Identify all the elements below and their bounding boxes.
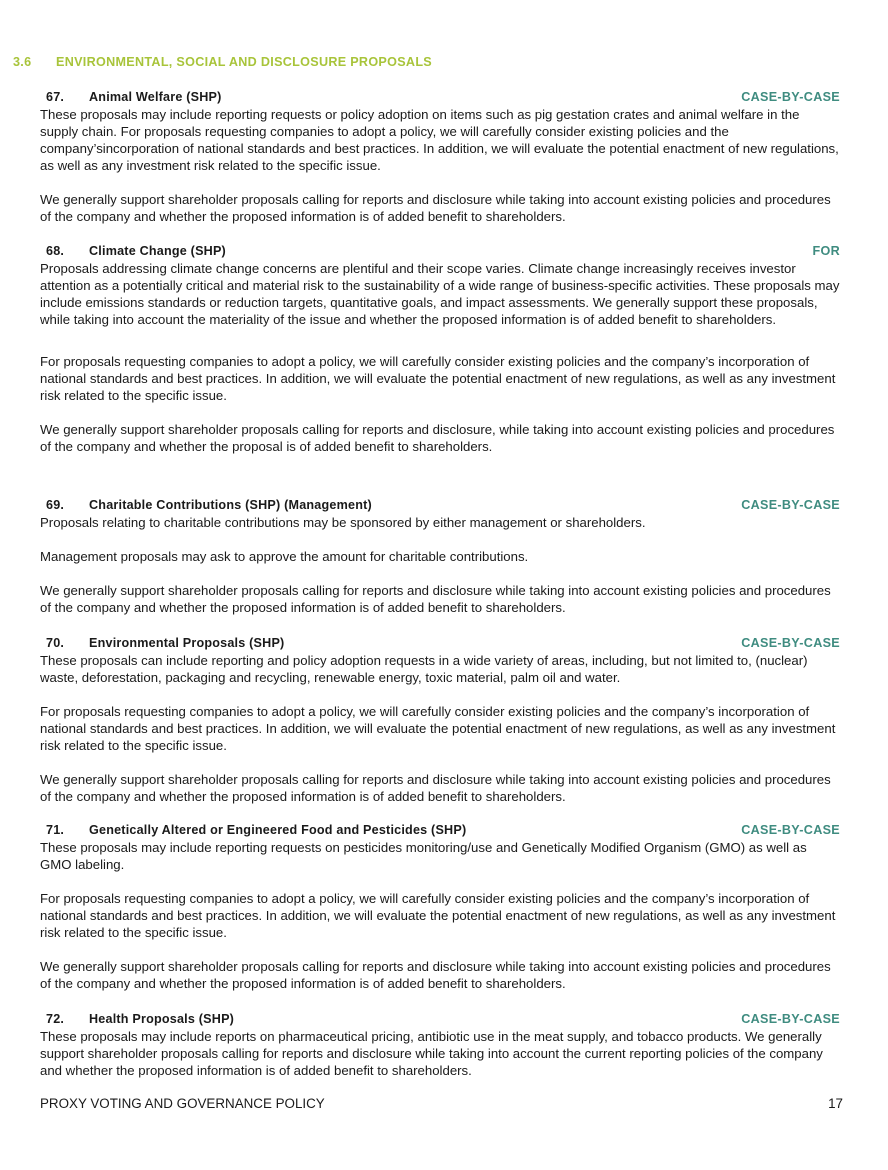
item-number: 68. <box>46 244 65 258</box>
item-number: 67. <box>46 90 65 104</box>
paragraph: For proposals requesting companies to adopt a policy, we will carefully consider existing policies and the company’s incorporation of national standards and best practices. In addition, we will evaluate the potential enactment of new regulations, as well as any investment risk related to the specific issue. <box>40 354 836 403</box>
verdict-label: FOR <box>812 244 840 258</box>
item-title <box>40 497 372 514</box>
paragraph: These proposals may include reporting requests on pesticides monitoring/use and Genetically Modified Organism (GMO) as well as GMO labeling. <box>40 840 807 872</box>
paragraph: We generally support shareholder proposals calling for reports and disclosure while taking into account existing policies and procedures of the company and whether the proposed information is of added benefit to shareholders. <box>40 192 831 224</box>
verdict-label: CASE-BY-CASE <box>741 1012 840 1026</box>
policy-item-71 <box>40 822 840 992</box>
item-number: 72. <box>46 1012 65 1026</box>
item-header <box>40 497 840 514</box>
item-header <box>40 1011 840 1028</box>
item-title-text: Charitable Contributions (SHP) (Management) <box>89 498 372 512</box>
item-title <box>40 89 222 106</box>
verdict-label: CASE-BY-CASE <box>741 498 840 512</box>
policy-item-68 <box>40 243 840 455</box>
verdict-label: CASE-BY-CASE <box>741 636 840 650</box>
policy-item-70 <box>40 635 840 805</box>
item-header <box>40 635 840 652</box>
item-title <box>40 822 466 839</box>
paragraph: These proposals may include reporting requests or policy adoption on items such as pig gestation crates and animal welfare in the supply chain. For proposals requesting companies to adopt a policy, we will carefully consider existing policies and the company’sincorporation of national standards and best practices. In addition, we will evaluate the potential enactment of new regulations, as well as any investment risk related to the specific issue. <box>40 107 839 173</box>
item-title <box>40 1011 234 1028</box>
item-title-text: Genetically Altered or Engineered Food and Pesticides (SHP) <box>89 823 467 837</box>
item-number: 70. <box>46 636 65 650</box>
policy-item-67 <box>40 89 840 225</box>
paragraph: For proposals requesting companies to adopt a policy, we will carefully consider existing policies and the company’s incorporation of national standards and best practices. In addition, we will evaluate the potential enactment of new regulations, as well as any investment risk related to the specific issue. <box>40 704 836 753</box>
paragraph: Management proposals may ask to approve the amount for charitable contributions. <box>40 549 529 564</box>
item-header <box>40 89 840 106</box>
item-title-text: Animal Welfare (SHP) <box>89 90 222 104</box>
item-title-text: Health Proposals (SHP) <box>89 1012 235 1026</box>
item-title-text: Environmental Proposals (SHP) <box>89 636 285 650</box>
item-header <box>40 243 840 260</box>
paragraph: We generally support shareholder proposals calling for reports and disclosure while taking into account existing policies and procedures of the company and whether the proposed information is of added benefit to shareholders. <box>40 583 831 615</box>
paragraph: Proposals addressing climate change concerns are plentiful and their scope varies. Climate change increasingly receives investor attention as a potentially critical and material risk to the sustainability of a wide range of business-specific activities. These proposals may include emissions standards or reduction targets, quantitative goals, and impact assessments. We generally support these proposals, while taking into account the materiality of the issue and whether the proposed information is of added benefit to shareholders. <box>40 261 840 327</box>
item-title <box>40 635 284 652</box>
paragraph: Proposals relating to charitable contributions may be sponsored by either management or shareholders. <box>40 515 646 530</box>
item-number: 71. <box>46 823 65 837</box>
section-number: 3.6 <box>13 55 32 69</box>
verdict-label: CASE-BY-CASE <box>741 823 840 837</box>
page-number: 17 <box>828 1096 843 1111</box>
verdict-label: CASE-BY-CASE <box>741 90 840 104</box>
item-title <box>40 243 226 260</box>
footer-title: PROXY VOTING AND GOVERNANCE POLICY <box>40 1096 325 1111</box>
section-title: ENVIRONMENTAL, SOCIAL AND DISCLOSURE PROPOSALS <box>56 55 433 69</box>
policy-item-72 <box>40 1011 840 1079</box>
paragraph: These proposals can include reporting and policy adoption requests in a wide variety of areas, including, but not limited to, (nuclear) waste, deforestation, packaging and recycling, renewable energy, toxic material, palm oil and water. <box>40 653 808 685</box>
policy-item-69 <box>40 497 840 616</box>
page-footer <box>40 1096 843 1111</box>
item-header <box>40 822 840 839</box>
paragraph: We generally support shareholder proposals calling for reports and disclosure while taking into account existing policies and procedures of the company and whether the proposed information is of added benefit to shareholders. <box>40 959 831 991</box>
item-title-text: Climate Change (SHP) <box>89 244 226 258</box>
section-heading <box>13 55 432 69</box>
item-number: 69. <box>46 498 65 512</box>
paragraph: We generally support shareholder proposals calling for reports and disclosure, while taking into account existing policies and procedures of the company and whether the proposal is of added benefit to shareholders. <box>40 422 835 454</box>
paragraph: These proposals may include reports on pharmaceutical pricing, antibiotic use in the meat supply, and tobacco products. We generally support shareholder proposals calling for reports and disclosure while taking into account the current reporting policies of the company and whether the proposed information is of added benefit to shareholders. <box>40 1029 823 1078</box>
paragraph: For proposals requesting companies to adopt a policy, we will carefully consider existing policies and the company’s incorporation of national standards and best practices. In addition, we will evaluate the potential enactment of new regulations, as well as any investment risk related to the specific issue. <box>40 891 836 940</box>
paragraph: We generally support shareholder proposals calling for reports and disclosure while taking into account existing policies and procedures of the company and whether the proposed information is of added benefit to shareholders. <box>40 772 831 804</box>
